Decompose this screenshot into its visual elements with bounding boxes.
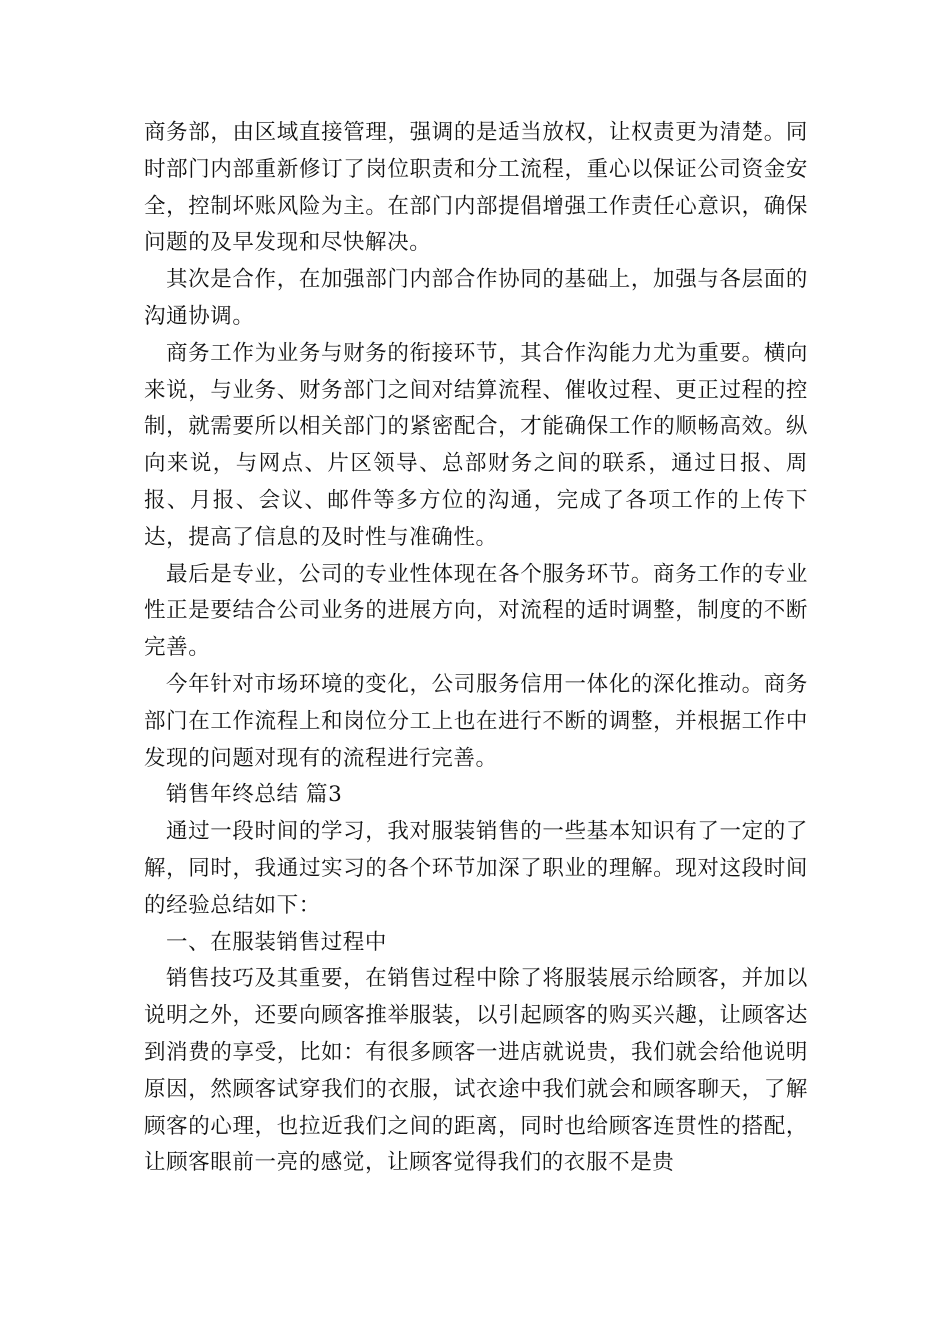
section-title: 销售年终总结 篇3 (166, 782, 343, 808)
paragraph-3: 商务工作为业务与财务的衔接环节，其合作沟能力尤为重要。横向来说，与业务、财务部门之间对结算流程、催收过程、更正过程的控制，就需要所以相关部门的紧密配合，才能确保工作的顺畅高效。纵向来说，与网点、片区领导、总部财务之间的联系，通过日报、周报、月报、会议、邮件等多方位的沟通，完成了各项工作的上传下达，提高了信息的及时性与准确性。 (144, 340, 808, 550)
sub-paragraph-1: 销售技巧及其重要，在销售过程中除了将服装展示给顾客，并加以说明之外，还要向顾客推举服装，以引起顾客的购买兴趣，让顾客达到消费的享受，比如：有很多顾客一进店就说贵，我们就会给他说明原因，然顾客试穿我们的衣服，试衣途中我们就会和顾客聊天，了解顾客的心理，也拉近我们之间的距离，同时也给顾客连贯性的搭配，让顾客眼前一亮的感觉，让顾客觉得我们的衣服不是贵 (144, 966, 808, 1176)
document-page (144, 115, 808, 1182)
subheading: 一、在服装销售过程中 (166, 929, 388, 955)
paragraph-2: 其次是合作，在加强部门内部合作协同的基础上，加强与各层面的沟通协调。 (144, 267, 808, 329)
paragraph-1: 商务部，由区域直接管理，强调的是适当放权，让权责更为清楚。同时部门内部重新修订了岗位职责和分工流程，重心以保证公司资金安全，控制坏账风险为主。在部门内部提倡增强工作责任心意识，确保问题的及早发现和尽快解决。 (144, 120, 808, 256)
paragraph-4: 最后是专业，公司的专业性体现在各个服务环节。商务工作的专业性正是要结合公司业务的进展方向，对流程的适时调整，制度的不断完善。 (144, 561, 808, 661)
paragraph-5: 今年针对市场环境的变化，公司服务信用一体化的深化推动。商务部门在工作流程上和岗位分工上也在进行不断的调整，并根据工作中发现的问题对现有的流程进行完善。 (144, 671, 808, 771)
section-paragraph-1: 通过一段时间的学习，我对服装销售的一些基本知识有了一定的了解，同时，我通过实习的各个环节加深了职业的理解。现对这段时间的经验总结如下： (144, 819, 808, 918)
